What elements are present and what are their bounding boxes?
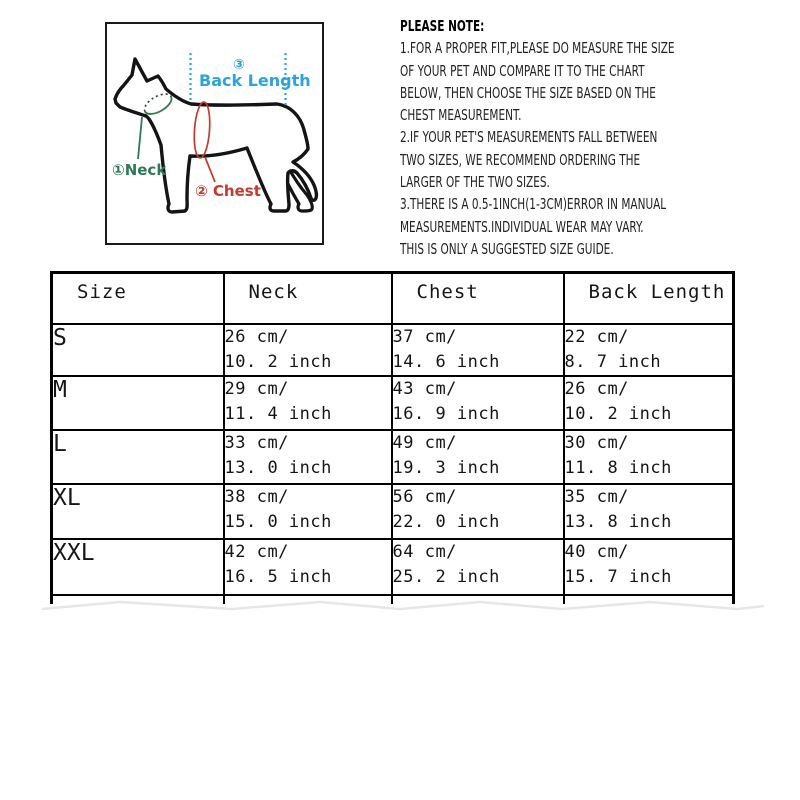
value-cm: 37 cm/ [392,326,457,347]
cell-neck [224,484,392,539]
cell-back-length [564,430,734,484]
cell-neck [224,324,392,376]
dog-outline-drawing [107,24,321,242]
note-line: 1.FOR A PROPER FIT,PLEASE DO MEASURE THE SIZE [400,39,675,58]
value-cm: 56 cm/ [392,486,457,507]
value-inch: 16. 5 inch [224,566,332,587]
note-line: 3.THERE IS A 0.5-1INCH(1-3CM)ERROR IN MANUAL [400,195,667,214]
col-header-chest: Chest [392,273,564,324]
table-row-size-l [52,430,734,484]
cell-chest [392,430,564,484]
table-header-row [52,273,734,324]
cell-back-length [564,324,734,376]
chest-pointer-line [205,157,215,182]
cell-neck [224,376,392,430]
cell-back-length [564,376,734,430]
cell-neck [224,430,392,484]
col-header-back-length: Back Length [564,273,734,324]
cell-size: M [52,376,224,430]
value-inch: 14. 6 inch [392,351,500,372]
value-inch: 10. 2 inch [564,403,672,424]
note-line: TWO SIZES, WE RECOMMEND ORDERING THE [400,150,641,169]
note-line: THIS IS ONLY A SUGGESTED SIZE GUIDE. [400,239,614,258]
value-cm: 26 cm/ [564,378,629,399]
note-line: 2.IF YOUR PET'S MEASUREMENTS FALL BETWEEN [400,128,658,147]
value-inch: 16. 9 inch [392,403,500,424]
value-cm: 49 cm/ [392,432,457,453]
note-line: CHEST MEASUREMENT. [400,106,522,125]
value-cm: 38 cm/ [224,486,289,507]
col-header-neck: Neck [224,273,392,324]
cell-size: S [52,324,224,376]
value-inch: 11. 4 inch [224,403,332,424]
size-chart-table [50,271,735,604]
cell-size: XXL [52,539,224,595]
value-inch: 10. 2 inch [224,351,332,372]
value-inch: 11. 8 inch [564,457,672,478]
note-line: BELOW, THEN CHOOSE THE SIZE BASED ON THE [400,83,656,102]
value-cm: 64 cm/ [392,541,457,562]
cell-neck [224,539,392,595]
value-cm: 30 cm/ [564,432,629,453]
value-cm: 42 cm/ [224,541,289,562]
sizing-note [400,15,722,260]
table-row-size-s [52,324,734,376]
note-title: PLEASE NOTE: [400,17,485,35]
value-inch: 25. 2 inch [392,566,500,587]
cell-back-length [564,484,734,539]
value-cm: 43 cm/ [392,378,457,399]
cell-chest [392,376,564,430]
value-cm: 22 cm/ [564,326,629,347]
value-cm: 33 cm/ [224,432,289,453]
back-length-label: Back Length [199,71,311,90]
neck-label: ①Neck [112,161,167,179]
table-row-size-m [52,376,734,430]
cell-size: XL [52,484,224,539]
torn-edge-zigzag [0,597,800,619]
neck-pointer-line [138,117,142,159]
value-cm: 35 cm/ [564,486,629,507]
note-line: LARGER OF THE TWO SIZES. [400,173,550,192]
cell-chest [392,484,564,539]
value-inch: 15. 0 inch [224,511,332,532]
value-inch: 13. 0 inch [224,457,332,478]
note-line: MEASUREMENTS.INDIVIDUAL WEAR MAY VARY. [400,217,644,236]
col-header-size: Size [52,273,224,324]
table-row-size-xxl [52,539,734,595]
dog-measurement-diagram [105,22,324,245]
cell-chest [392,539,564,595]
value-cm: 40 cm/ [564,541,629,562]
cell-back-length [564,539,734,595]
cell-size: L [52,430,224,484]
value-cm: 26 cm/ [224,326,289,347]
note-line: OF YOUR PET AND COMPARE IT TO THE CHART [400,61,645,80]
table-row-size-xl [52,484,734,539]
value-inch: 22. 0 inch [392,511,500,532]
value-inch: 19. 3 inch [392,457,500,478]
value-inch: 13. 8 inch [564,511,672,532]
value-cm: 29 cm/ [224,378,289,399]
value-inch: 8. 7 inch [564,351,662,372]
value-inch: 15. 7 inch [564,566,672,587]
back-length-number-badge: ③ [233,57,245,73]
chest-label: ② Chest [195,182,261,200]
cell-chest [392,324,564,376]
